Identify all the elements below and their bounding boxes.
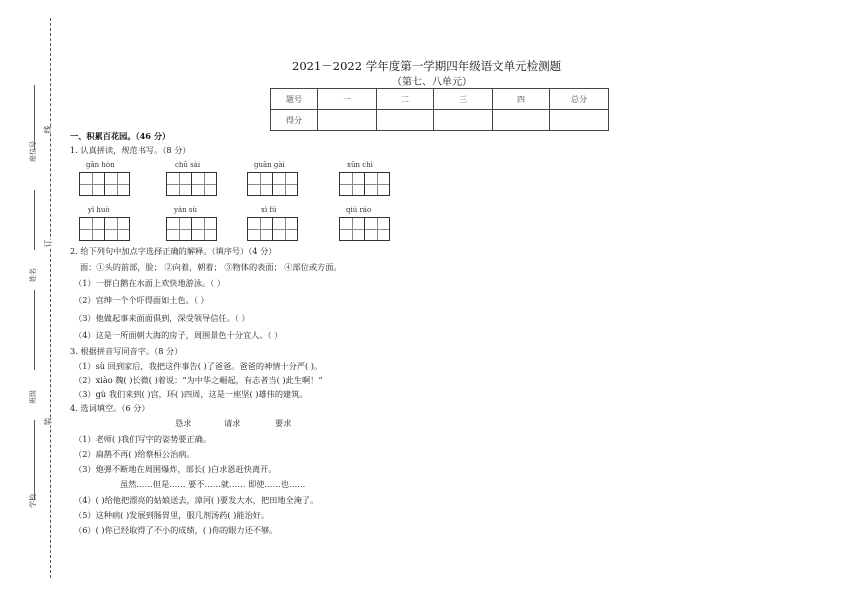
writing-grid[interactable] [166, 217, 216, 241]
score-table-col: 一 [318, 89, 377, 110]
question-item: （1）一群白鹅在水面上欢快地游泳。（ ） [74, 278, 226, 288]
score-cell[interactable] [434, 110, 493, 131]
question-item: （6）( )你已经取得了不小的成绩，( )你的眼力还不够。 [74, 525, 278, 535]
pinyin-label: chū sài [175, 161, 201, 169]
class-label: 班级 [29, 390, 37, 404]
writing-cell[interactable] [104, 217, 130, 241]
word-choice: 要求 [275, 418, 292, 428]
pinyin-label: xūn chì [347, 161, 373, 169]
question-item: （1）sù 回到家后，我把这件事告( )了爸爸。爸爸的神情十分严( )。 [74, 361, 323, 371]
score-table-col: 总分 [550, 89, 609, 110]
question-4-prompt: 4. 选词填空。（6 分） [70, 403, 150, 413]
exam-subtitle: （第七、八单元） [392, 77, 472, 88]
writing-cell[interactable] [166, 217, 192, 241]
binding-rule [34, 290, 35, 370]
definition-line: 面：①头的前部，脸； ②向着，朝着； ③物体的表面； ④部位或方面。 [80, 262, 342, 272]
word-choice: 请求 [224, 418, 241, 428]
binding-dashed-line [50, 18, 51, 578]
writing-cell[interactable] [272, 217, 298, 241]
writing-cell[interactable] [247, 172, 273, 196]
writing-cell[interactable] [79, 172, 105, 196]
name-label: 姓名 [29, 268, 37, 282]
question-item: （1）老师( )我们写字的姿势要正确。 [74, 434, 212, 444]
writing-cell[interactable] [339, 217, 365, 241]
writing-cell[interactable] [272, 172, 298, 196]
question-item: （3）他做起事来面面俱到，深受领导信任。（ ） [74, 313, 250, 323]
score-table [270, 88, 609, 131]
binding-rule [34, 190, 35, 250]
school-label: 学校 [29, 494, 37, 508]
pinyin-label: xì fú [261, 206, 277, 214]
writing-cell[interactable] [191, 172, 217, 196]
writing-grid[interactable] [339, 172, 389, 196]
question-item: （5）这种病( )发展到肠胃里，服几剂汤药( )能治好。 [74, 510, 270, 520]
writing-grid[interactable] [79, 172, 129, 196]
writing-grid[interactable] [166, 172, 216, 196]
pinyin-label: yì huò [88, 206, 110, 214]
score-table-col: 四 [493, 89, 550, 110]
conjunction-choices: 虽然……但是…… 要不……就…… 即使……也…… [120, 479, 306, 489]
pinyin-label: qiú ráo [346, 206, 372, 214]
writing-cell[interactable] [166, 172, 192, 196]
writing-grid[interactable] [339, 217, 389, 241]
word-choice: 恳求 [175, 418, 192, 428]
seat-number-label: 座位号 [29, 141, 37, 162]
question-item: （3）gù 我们来到( )宫，环( )四周，这是一座坚( )雄伟的建筑。 [74, 389, 308, 399]
binding-rule [34, 420, 35, 500]
writing-cell[interactable] [247, 217, 273, 241]
score-cell[interactable] [493, 110, 550, 131]
section-heading: 一、积累百花园。（46 分） [70, 131, 171, 141]
score-table-row-head: 得分 [271, 110, 318, 131]
question-1-prompt: 1. 认真拼读，规范书写。（8 分） [70, 145, 191, 155]
pinyin-label: guān gài [254, 161, 285, 169]
score-cell[interactable] [377, 110, 434, 131]
binding-mark-bind: 装 [43, 417, 53, 426]
question-item: （4）( )给他把漂亮的姑娘送去，漳河( )要发大水，把田地全淹了。 [74, 495, 319, 505]
writing-cell[interactable] [364, 172, 390, 196]
score-cell[interactable] [550, 110, 609, 131]
question-2-prompt: 2. 给下列句中加点字选择正确的解释。（填序号）（4 分） [70, 246, 277, 256]
score-table-row-head: 题号 [271, 89, 318, 110]
score-table-col: 二 [377, 89, 434, 110]
writing-grid[interactable] [247, 217, 297, 241]
question-item: （2）xiào 魏( )长微( )着说：“为中华之崛起，有志者当( )此生啊！” [74, 375, 323, 385]
score-table-col: 三 [434, 89, 493, 110]
question-3-prompt: 3. 根据拼音写同音字。（8 分） [70, 346, 183, 356]
exam-title: 2021－2022 学年度第一学期四年级语文单元检测题 [292, 59, 562, 73]
pinyin-label: yán sù [174, 206, 197, 214]
question-item: （3）炮弹不断地在周围爆炸，部长( )白求恩赶快离开。 [74, 464, 277, 474]
writing-cell[interactable] [104, 172, 130, 196]
score-cell[interactable] [318, 110, 377, 131]
pinyin-label: gān hòn [86, 161, 115, 169]
question-item: （4）这是一所面朝大海的房子，周围景色十分宜人。（ ） [74, 330, 283, 340]
writing-cell[interactable] [339, 172, 365, 196]
writing-cell[interactable] [191, 217, 217, 241]
score-table-score-row [271, 110, 609, 131]
question-item: （2）官绅一个个吓得面如土色。（ ） [74, 295, 209, 305]
score-table-header-row [271, 89, 609, 110]
question-item: （2）扁鹊不再( )给蔡桓公治病。 [74, 449, 195, 459]
binding-mark-order: 订 [43, 239, 53, 248]
writing-cell[interactable] [364, 217, 390, 241]
writing-grid[interactable] [247, 172, 297, 196]
binding-mark-line: 线 [43, 125, 53, 134]
writing-cell[interactable] [79, 217, 105, 241]
writing-grid[interactable] [79, 217, 129, 241]
